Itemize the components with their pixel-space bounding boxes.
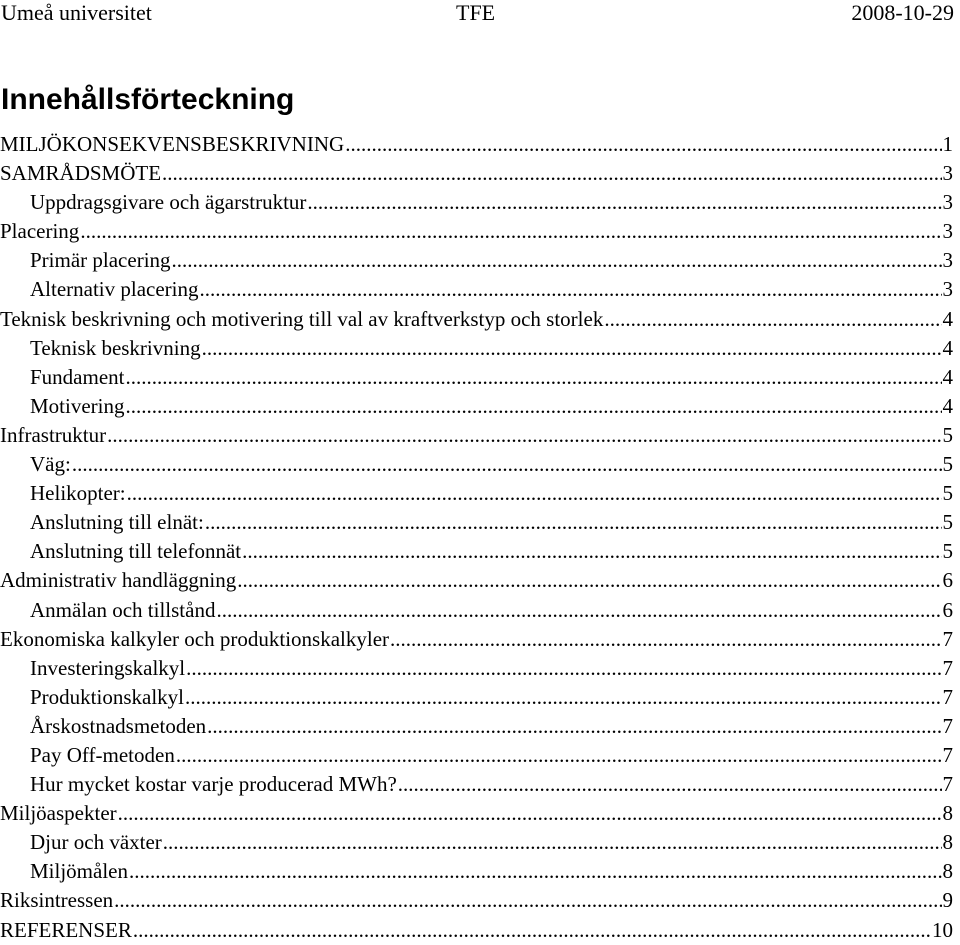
toc-entry-title: Helikopter:: [30, 481, 126, 506]
toc-dot-leader: [398, 770, 942, 799]
toc-entry-page-number: 5: [942, 422, 953, 447]
toc-dot-leader: [205, 508, 942, 537]
toc-entry-page-number: 6: [942, 568, 953, 593]
toc-entry-title: SAMRÅDSMÖTE: [0, 161, 162, 186]
toc-entry[interactable]: [0, 479, 953, 508]
toc-entry-page-number: 7: [942, 772, 953, 797]
toc-dot-leader: [345, 130, 941, 159]
toc-entry-title: Riksintressen: [0, 888, 114, 913]
toc-entry-page-number: 3: [942, 161, 953, 186]
toc-entry-page-number: 4: [942, 393, 953, 418]
toc-entry-title: Alternativ placering: [30, 277, 199, 302]
toc-entry-page-number: 4: [942, 306, 953, 331]
toc-dot-leader: [242, 537, 941, 566]
toc-dot-leader: [185, 683, 941, 712]
toc-entry-page-number: 3: [942, 277, 953, 302]
toc-entry-title: Primär placering: [30, 248, 171, 273]
toc-entry-page-number: 9: [942, 888, 953, 913]
toc-entry[interactable]: [0, 392, 953, 421]
toc-entry[interactable]: [0, 683, 953, 712]
toc-entry-title: Djur och växter: [30, 830, 162, 855]
toc-entry[interactable]: [0, 828, 953, 857]
toc-dot-leader: [133, 916, 931, 945]
toc-entry-title: Produktionskalkyl: [30, 684, 185, 709]
toc-entry-page-number: 7: [942, 713, 953, 738]
toc-entry-title: Hur mycket kostar varje producerad MWh?: [30, 772, 397, 797]
toc-entry[interactable]: [0, 421, 953, 450]
toc-entry-title: Väg:: [30, 452, 71, 477]
toc-entry-page-number: 6: [942, 597, 953, 622]
toc-entry[interactable]: [0, 334, 953, 363]
toc-entry-page-number: 8: [942, 801, 953, 826]
toc-entry-title: Investeringskalkyl: [30, 655, 186, 680]
toc-entry-page-number: 3: [942, 219, 953, 244]
toc-entry-page-number: 10: [932, 917, 953, 942]
toc-entry[interactable]: [0, 654, 953, 683]
toc-dot-leader: [202, 334, 942, 363]
toc-dot-leader: [126, 392, 942, 421]
toc-dot-leader: [114, 886, 941, 915]
toc-dot-leader: [80, 217, 941, 246]
toc-entry[interactable]: [0, 886, 953, 915]
header-department: TFE: [456, 0, 496, 25]
toc-dot-leader: [186, 654, 941, 683]
toc-entry-page-number: 4: [942, 364, 953, 389]
toc-dot-leader: [307, 188, 941, 217]
toc-entry[interactable]: [0, 508, 953, 537]
toc-entry-page-number: 8: [942, 830, 953, 855]
toc-entry-title: Miljöaspekter: [0, 801, 117, 826]
toc-entry-title: Motivering: [30, 393, 125, 418]
toc-entry[interactable]: [0, 217, 953, 246]
toc-entry[interactable]: [0, 596, 953, 625]
toc-dot-leader: [390, 625, 941, 654]
toc-entry-page-number: 4: [942, 335, 953, 360]
toc-entry[interactable]: [0, 305, 953, 334]
toc-entry[interactable]: [0, 450, 953, 479]
toc-entry[interactable]: [0, 537, 953, 566]
toc-title: Innehållsförteckning: [1, 83, 295, 116]
table-of-contents: [0, 130, 953, 945]
toc-entry[interactable]: [0, 246, 953, 275]
toc-entry-title: Uppdragsgivare och ägarstruktur: [30, 190, 307, 215]
toc-entry-title: Pay Off-metoden: [30, 742, 175, 767]
toc-entry[interactable]: [0, 363, 953, 392]
toc-entry-page-number: 3: [942, 248, 953, 273]
toc-dot-leader: [107, 421, 941, 450]
toc-entry-title: Administrativ handläggning: [0, 568, 237, 593]
toc-entry-title: Fundament: [30, 364, 125, 389]
toc-dot-leader: [200, 275, 942, 304]
toc-entry-title: Anmälan och tillstånd: [30, 597, 216, 622]
toc-entry[interactable]: [0, 159, 953, 188]
toc-entry[interactable]: [0, 857, 953, 886]
toc-entry-page-number: 3: [942, 190, 953, 215]
toc-entry-page-number: 7: [942, 655, 953, 680]
toc-entry[interactable]: [0, 712, 953, 741]
toc-entry[interactable]: [0, 130, 953, 159]
toc-entry-title: Ekonomiska kalkyler och produktionskalkyler: [0, 626, 390, 651]
toc-entry[interactable]: [0, 799, 953, 828]
toc-dot-leader: [129, 857, 942, 886]
toc-entry-page-number: 5: [942, 539, 953, 564]
toc-entry-page-number: 7: [942, 626, 953, 651]
toc-entry-page-number: 5: [942, 452, 953, 477]
toc-entry[interactable]: [0, 625, 953, 654]
toc-dot-leader: [127, 479, 942, 508]
toc-dot-leader: [126, 363, 942, 392]
toc-entry-title: MILJÖKONSEKVENSBESKRIVNING: [0, 132, 345, 156]
header-date: 2008-10-29: [851, 0, 954, 25]
toc-entry-page-number: 7: [942, 742, 953, 767]
toc-entry-title: Årskostnadsmetoden: [30, 713, 207, 738]
toc-entry[interactable]: [0, 770, 953, 799]
toc-entry-title: Anslutning till elnät:: [30, 510, 204, 535]
toc-entry-page-number: 8: [942, 859, 953, 884]
toc-entry-page-number: 5: [942, 481, 953, 506]
toc-dot-leader: [72, 450, 942, 479]
toc-entry-page-number: 1: [942, 132, 953, 156]
toc-entry[interactable]: [0, 916, 953, 945]
toc-entry-page-number: 7: [942, 684, 953, 709]
header-university: Umeå universitet: [1, 0, 152, 25]
toc-dot-leader: [176, 741, 942, 770]
toc-dot-leader: [237, 566, 941, 595]
toc-entry-title: Teknisk beskrivning och motivering till val av kraftverkstyp och storlek: [0, 306, 604, 331]
toc-entry[interactable]: [0, 741, 953, 770]
toc-entry-title: Miljömålen: [30, 859, 128, 884]
toc-dot-leader: [604, 305, 941, 334]
page-header: [0, 0, 960, 30]
toc-dot-leader: [172, 246, 942, 275]
toc-dot-leader: [118, 799, 942, 828]
toc-entry-title: REFERENSER: [0, 917, 132, 942]
toc-dot-leader: [163, 828, 942, 857]
toc-dot-leader: [162, 159, 941, 188]
toc-entry-page-number: 5: [942, 510, 953, 535]
toc-dot-leader: [207, 712, 941, 741]
toc-entry-title: Teknisk beskrivning: [30, 335, 201, 360]
toc-entry-title: Infrastruktur: [0, 422, 107, 447]
toc-dot-leader: [216, 596, 941, 625]
toc-entry[interactable]: [0, 275, 953, 304]
toc-entry[interactable]: [0, 188, 953, 217]
toc-entry-title: Placering: [0, 219, 80, 244]
toc-entry-title: Anslutning till telefonnät: [30, 539, 242, 564]
toc-entry[interactable]: [0, 566, 953, 595]
